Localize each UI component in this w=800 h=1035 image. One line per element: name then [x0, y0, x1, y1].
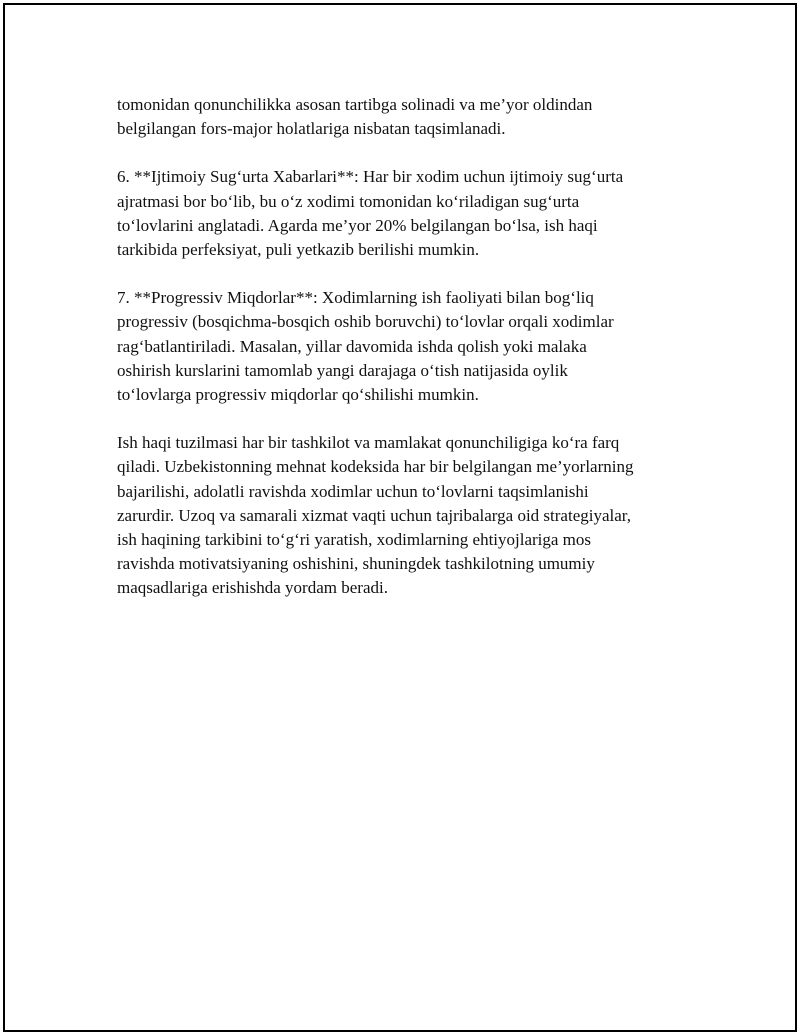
document-body	[117, 93, 697, 625]
text-line: Ish haqi tuzilmasi har bir tashkilot va mamlakat qonunchiligiga ko‘ra farq	[117, 433, 620, 453]
paragraph-continuation	[117, 93, 697, 141]
text-line: ajratmasi bor bo‘lib, bu o‘z xodimi tomonidan ko‘riladigan sug‘urta	[117, 191, 580, 211]
paragraph-social-insurance	[117, 165, 697, 262]
text-line: to‘lovlarini anglatadi. Agarda me’yor 20% belgilangan bo‘lsa, ish haqi	[117, 215, 598, 235]
text-line: 6. **Ijtimoiy Sug‘urta Xabarlari**: Har bir xodim uchun ijtimoiy sug‘urta	[117, 167, 624, 187]
text-line: progressiv (bosqichma-bosqich oshib boruvchi) to‘lovlar orqali xodimlar	[117, 312, 614, 332]
text-line: 7. **Progressiv Miqdorlar**: Xodimlarning ish faoliyati bilan bog‘liq	[117, 288, 594, 308]
paragraph-progressive-amounts	[117, 286, 697, 407]
text-line: to‘lovlarga progressiv miqdorlar qo‘shilishi mumkin.	[117, 385, 479, 405]
text-line: maqsadlariga erishishda yordam beradi.	[117, 578, 388, 598]
text-line: qiladi. Uzbekistonning mehnat kodeksida har bir belgilangan me’yorlarning	[117, 457, 634, 477]
text-line: tarkibida perfeksiyat, puli yetkazib berilishi mumkin.	[117, 240, 480, 260]
text-line: zarurdir. Uzoq va samarali xizmat vaqti uchun tajribalarga oid strategiyalar,	[117, 505, 632, 525]
text-line: tomonidan qonunchilikka asosan tartibga solinadi va me’yor oldindan	[117, 95, 593, 114]
text-line: oshirish kurslarini tamomlab yangi darajaga o‘tish natijasida oylik	[117, 360, 568, 380]
paragraph-conclusion	[117, 431, 697, 600]
text-line: ravishda motivatsiyaning oshishini, shuningdek tashkilotning umumiy	[117, 554, 595, 574]
text-line: bajarilishi, adolatli ravishda xodimlar uchun to‘lovlarni taqsimlanishi	[117, 481, 589, 501]
text-line: rag‘batlantiriladi. Masalan, yillar davomida ishda qolish yoki malaka	[117, 336, 587, 356]
text-line: belgilangan fors-major holatlariga nisbatan taqsimlanadi.	[117, 119, 506, 139]
text-line: ish haqining tarkibini to‘g‘ri yaratish, xodimlarning ehtiyojlariga mos	[117, 530, 592, 550]
